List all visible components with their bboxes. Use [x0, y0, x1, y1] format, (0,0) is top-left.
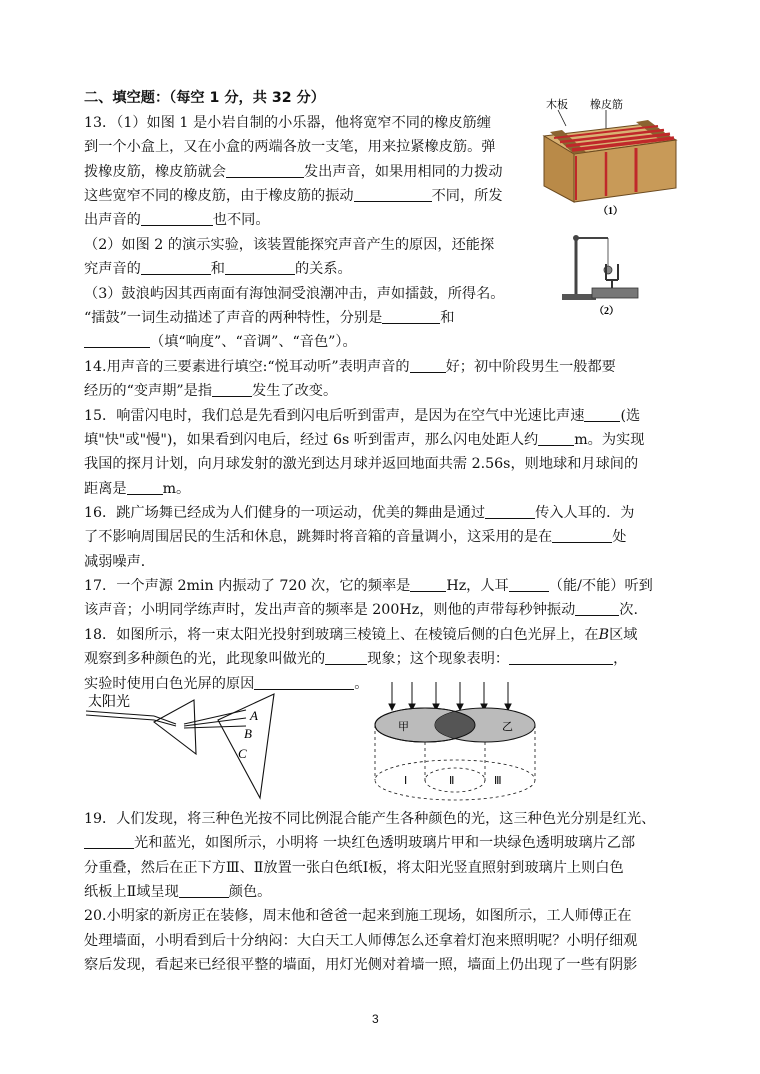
- q14-line-2-a: 经历的“变声期”是指: [84, 383, 213, 399]
- answer-blank[interactable]: [325, 649, 367, 665]
- q15-line-2-a: 填"快"或"慢")，如果看到闪电后，经过 6s 听到雷声，那么闪电处距人约: [84, 432, 539, 448]
- q18-line-1: [84, 623, 637, 648]
- answer-blank[interactable]: [509, 649, 613, 665]
- q13-line-5-a: 出声音的: [84, 212, 141, 228]
- figure-prism-dispersion: [84, 682, 324, 807]
- prism-label-a: A: [250, 708, 258, 723]
- q19-line-3: 分重叠，然后在正下方Ⅲ、Ⅱ放置一张白色纸Ⅰ板，将太阳光竖直照射到玻璃片上则白色: [84, 860, 624, 876]
- q17-line-1-b: Hz，人耳: [446, 578, 509, 594]
- region-label-1: Ⅰ: [404, 775, 408, 787]
- q19-line-1: 19．人们发现，将三种色光按不同比例混合能产生各种颜色的光，这三种色光分别是红光、: [84, 811, 656, 827]
- answer-blank[interactable]: [552, 527, 612, 543]
- q13-line-3: [84, 160, 503, 185]
- q14-line-1: [84, 355, 616, 380]
- q16-line-1-a: 16．跳广场舞已经成为人们健身的一项运动，优美的舞曲是通过: [84, 505, 486, 521]
- q16-line-1: [84, 501, 634, 526]
- answer-blank[interactable]: [485, 503, 535, 519]
- q13-line-10-a: （填“响度”、“音调”、“音色”）。: [150, 334, 357, 350]
- q18-line-1-c: 区域: [609, 627, 638, 643]
- fig1-label-rubber: 橡皮筋: [590, 99, 623, 111]
- answer-blank[interactable]: [575, 600, 619, 616]
- q15-line-1-b: (选: [620, 408, 641, 424]
- q13-line-3-a: 拨橡皮筋，橡皮筋就会: [84, 164, 226, 180]
- q18-line-2-b: 现象；这个现象表明：: [367, 651, 510, 667]
- answer-blank[interactable]: [127, 479, 163, 495]
- q17-line-2: [84, 598, 638, 623]
- q13-line-1: 13．（1）如图 1 是小岩自制的小乐器，他将宽窄不同的橡皮筋缠: [84, 115, 491, 131]
- q19-line-4-b: 颜色。: [228, 884, 272, 900]
- figure-1-rubber-band-box: [536, 96, 686, 218]
- prism-label-c: C: [238, 746, 247, 761]
- q18-line-1-a: 18．如图所示，将一束太阳光投射到玻璃三棱镜上、在棱镜后侧的白色光屏上，在: [84, 627, 599, 643]
- q14-line-1-b: 好；初中阶段男生一般都要: [445, 359, 616, 375]
- q17-line-2-b: 次.: [619, 602, 638, 618]
- q18-line-3-b: 。: [354, 676, 369, 692]
- q13-line-4: [84, 184, 503, 209]
- answer-blank[interactable]: [584, 406, 620, 422]
- prism-label-b: B: [244, 726, 252, 741]
- q13-line-4-a: 这些宽窄不同的橡皮筋，由于橡皮筋的振动: [84, 188, 354, 204]
- q18-line-2: [84, 647, 627, 672]
- answer-blank[interactable]: [225, 259, 295, 275]
- q16-line-1-b: 传入人耳的．为: [535, 505, 635, 521]
- q19-line-4-a: 纸板上Ⅱ域呈现: [84, 884, 179, 900]
- answer-blank[interactable]: [226, 162, 304, 178]
- q16-line-2: [84, 525, 626, 550]
- q13-line-8: （3）鼓浪屿因其西南面有海蚀洞受浪潮冲击，声如擂鼓，所得名。: [84, 286, 505, 302]
- q13-line-4-b: 不同，所发: [431, 188, 503, 204]
- q19-line-4: [84, 880, 271, 905]
- q13-line-6: （2）如图 2 的演示实验，该装置能探究声音产生的原因，还能探: [84, 237, 495, 253]
- q18-line-2-c: ，: [613, 651, 628, 667]
- q20-line-1: 20.小明家的新房正在装修，周末他和爸爸一起来到施工现场，如图所示，工人师傅正在: [84, 908, 632, 924]
- page-number: 3: [372, 1012, 379, 1026]
- q18-line-3-a: 实验时使用白色光屏的原因: [84, 676, 255, 692]
- q13-line-5: [84, 208, 270, 233]
- q15-line-4-b: m。: [162, 481, 191, 497]
- answer-blank[interactable]: [382, 308, 440, 324]
- answer-blank[interactable]: [84, 833, 134, 849]
- q15-line-2-b: m。为实现: [574, 432, 645, 448]
- answer-blank[interactable]: [212, 381, 252, 397]
- answer-blank[interactable]: [538, 430, 574, 446]
- q13-line-9-a: “擂鼓”一词生动描述了声音的两种特性，分别是: [84, 310, 383, 326]
- answer-blank[interactable]: [84, 332, 150, 348]
- q17-line-2-a: 该声音；小明同学练声时，发出声音的频率是 200Hz，则他的声带每秒钟振动: [84, 602, 576, 618]
- q13-line-9: [84, 306, 454, 331]
- q15-line-4: [84, 477, 190, 502]
- fig1-caption: （1）: [598, 206, 623, 217]
- q15-line-1: [84, 404, 640, 429]
- section-heading: 二、填空题：（每空 1 分，共 32 分）: [84, 90, 325, 106]
- answer-blank[interactable]: [141, 259, 211, 275]
- answer-blank[interactable]: [179, 882, 229, 898]
- region-label-3: Ⅲ: [494, 775, 502, 787]
- answer-blank[interactable]: [354, 186, 432, 202]
- q13-line-10: [84, 330, 357, 355]
- region-label-2: Ⅱ: [449, 775, 455, 787]
- q15-line-3: 我国的探月计划，向月球发射的激光到达月球并返回地面共需 2.56s，则地球和月球间的: [84, 456, 639, 472]
- figure-2-tuning-fork: [556, 228, 656, 318]
- q17-line-1-c: （能/不能）听到: [548, 578, 653, 594]
- q18-line-1-b: B: [598, 627, 610, 643]
- q16-line-2-b: 处: [612, 529, 627, 545]
- figure-color-glass-sheets: [370, 680, 550, 810]
- q19-line-2: [84, 831, 635, 856]
- q16-line-3: 减弱噪声．: [84, 554, 155, 570]
- q13-line-7-c: 的关系。: [294, 261, 352, 277]
- fig2-caption: （2）: [594, 306, 619, 317]
- q17-line-1-a: 17．一个声源 2min 内振动了 720 次，它的频率是: [84, 578, 411, 594]
- q15-line-1-a: 15．响雷闪电时，我们总是先看到闪电后听到雷声，是因为在空气中光速比声速: [84, 408, 585, 424]
- q19-line-2-a: 光和蓝光，如图所示，小明将 一块红色透明玻璃片甲和一块绿色透明玻璃片乙部: [134, 835, 636, 851]
- q13-line-2: 到一个小盒上，又在小盒的两端各放一支笔，用来拉紧橡皮筋。弹: [84, 139, 496, 155]
- glass-label-yi: 乙: [502, 721, 513, 733]
- q13-line-7: [84, 257, 352, 282]
- q14-line-2: [84, 379, 337, 404]
- q14-line-2-b: 发生了改变。: [252, 383, 338, 399]
- answer-blank[interactable]: [509, 576, 549, 592]
- q17-line-1: [84, 574, 653, 599]
- q13-line-9-b: 和: [440, 310, 455, 326]
- q15-line-4-a: 距离是: [84, 481, 127, 497]
- glass-label-jia: 甲: [398, 721, 409, 733]
- answer-blank[interactable]: [141, 210, 213, 226]
- q18-line-2-a: 观察到多种颜色的光，此现象叫做光的: [84, 651, 326, 667]
- q20-line-2: 处理墙面，小明看到后十分纳闷：大白天工人师傅怎么还拿着灯泡来照明呢？小明仔细观: [84, 933, 638, 949]
- q16-line-2-a: 了不影响周围居民的生活和休息，跳舞时将音箱的音量调小，这采用的是在: [84, 529, 553, 545]
- answer-blank[interactable]: [410, 357, 446, 373]
- q13-line-5-b: 也不同。: [212, 212, 270, 228]
- answer-blank[interactable]: [410, 576, 446, 592]
- fig1-label-wood: 木板: [546, 99, 568, 111]
- q14-line-1-a: 14.用声音的三要素进行填空:“悦耳动听”表明声音的: [84, 359, 410, 375]
- q13-line-7-b: 和: [210, 261, 225, 277]
- q13-line-3-b: 发出声音，如果用相同的力拨动: [303, 164, 503, 180]
- q15-line-2: [84, 428, 644, 453]
- prism-sunlight-label: 太阳光: [88, 695, 130, 710]
- q13-line-7-a: 究声音的: [84, 261, 141, 277]
- q20-line-3: 察后发现，看起来已经很平整的墙面，用灯光侧对着墙一照，墙面上仍出现了一些有阴影: [84, 957, 638, 973]
